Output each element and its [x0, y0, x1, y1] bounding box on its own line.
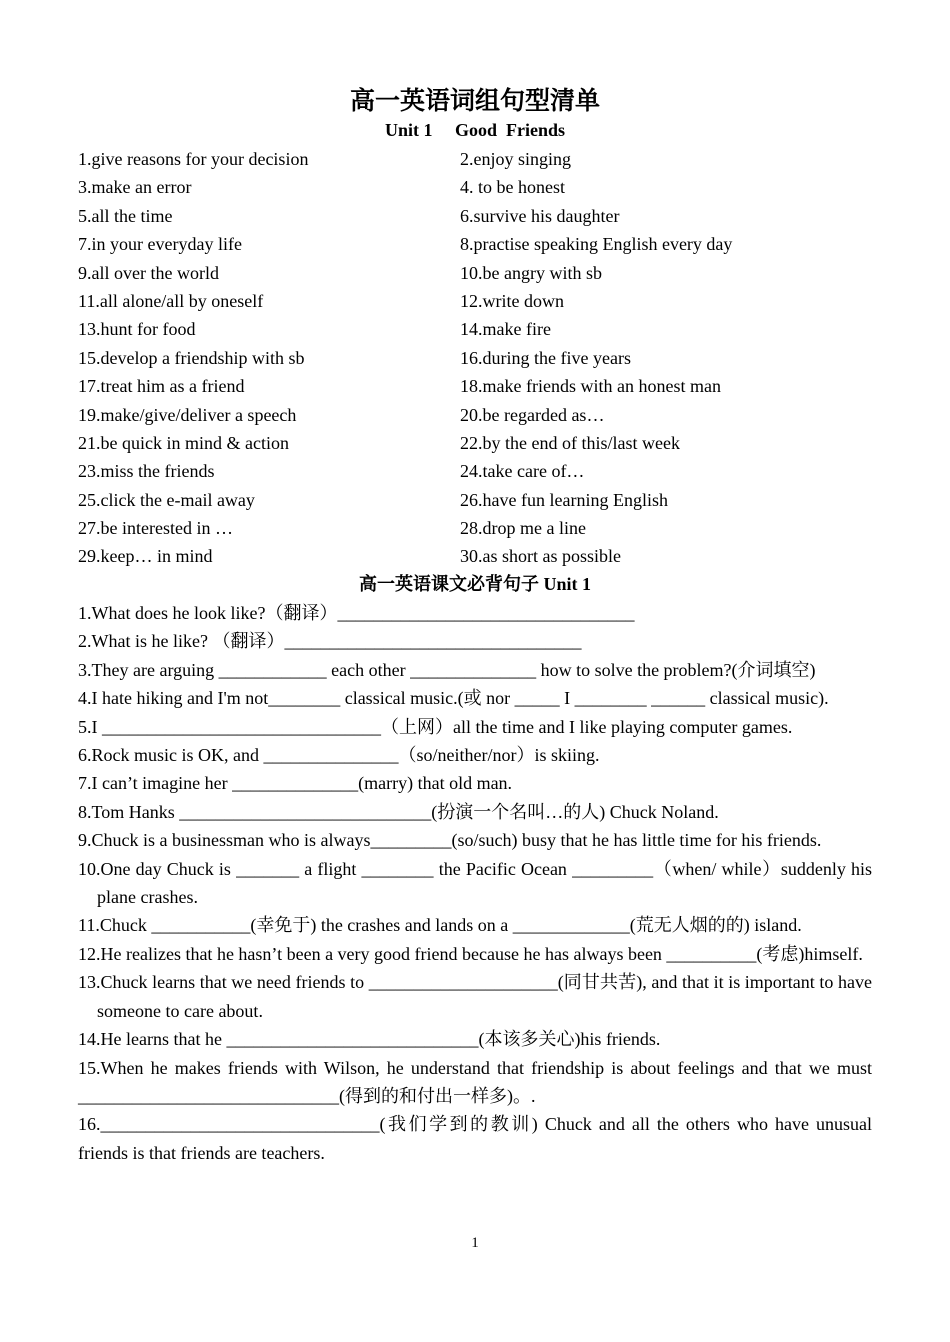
- phrase-item: 2.enjoy singing: [460, 149, 571, 169]
- sentence-item: 11.Chuck ___________(幸免于) the crashes and lands on a _____________(荒无人烟的的) island.: [78, 915, 802, 936]
- sentence-item: 4.I hate hiking and I'm not________ classical music.(或 nor _____ I ________ ______ classical music).: [78, 688, 829, 709]
- sentence-item: 14.He learns that he ____________________________(本该多关心)his friends.: [78, 1029, 661, 1050]
- document-title: 高一英语词组句型清单: [349, 88, 600, 115]
- phrase-row: [78, 315, 878, 343]
- sentences-heading: 高一英语课文必背句子 Unit 1: [358, 574, 591, 594]
- phrase-item: 12.write down: [460, 290, 564, 311]
- phrase-item: 17.treat him as a friend: [78, 376, 245, 397]
- phrase-row: [78, 429, 878, 457]
- phrase-item: 24.take care of…: [460, 461, 585, 482]
- phrase-row: [78, 486, 878, 514]
- phrase-row: [78, 344, 878, 372]
- sentence-item: 12.He realizes that he hasn’t been a very good friend because he has always been __________(考虑)himself.: [78, 943, 863, 964]
- sentence-item: 10.One day Chuck is _______ a flight ________ the Pacific Ocean _________（when/ while）suddenly his plane crashes.: [78, 858, 872, 908]
- sentence-item: 1.What does he look like?（翻译）_________________________________: [78, 603, 635, 623]
- phrase-item: 19.make/give/deliver a speech: [78, 404, 297, 425]
- phrase-row: [78, 372, 878, 400]
- sentence-item: 13.Chuck learns that we need friends to _____________________(同甘共苦), and that it is important to have someone to care about.: [78, 972, 872, 1021]
- phrase-item: 27.be interested in …: [78, 518, 233, 539]
- phrase-item: 6.survive his daughter: [460, 205, 620, 226]
- phrase-item: 23.miss the friends: [78, 461, 215, 482]
- phrase-item: 8.practise speaking English every day: [460, 234, 733, 255]
- phrase-item: 21.be quick in mind & action: [78, 432, 289, 453]
- phrase-row: [78, 514, 878, 542]
- phrase-item: 29.keep… in mind: [78, 546, 213, 567]
- sentence-item: 2.What is he like? （翻译）_________________________________: [78, 631, 582, 652]
- phrase-item: 30.as short as possible: [460, 546, 621, 567]
- phrase-row: [78, 259, 878, 287]
- phrase-item: 18.make friends with an honest man: [460, 376, 721, 397]
- phrase-item: 25.click the e-mail away: [78, 489, 255, 510]
- phrase-item: 3.make an error: [78, 177, 192, 198]
- unit-heading: Unit 1 Good Friends: [384, 120, 566, 140]
- phrase-item: 14.make fire: [460, 319, 551, 340]
- phrase-row: [78, 542, 878, 570]
- phrase-item: 1.give reasons for your decision: [78, 149, 309, 169]
- phrase-row: [78, 401, 878, 429]
- phrase-row: [78, 202, 878, 230]
- phrase-row: [78, 230, 878, 258]
- phrase-row: [78, 457, 878, 485]
- phrase-item: 20.be regarded as…: [460, 404, 605, 425]
- sentence-item: 3.They are arguing ____________ each other ______________ how to solve the problem?(介词填空): [78, 659, 816, 680]
- phrase-row: [78, 145, 878, 173]
- sentence-item: 16._______________________________(我们学到的教训) Chuck and all the others who have unusual friends is that friends are teachers.: [78, 1114, 872, 1163]
- phrase-row: [78, 173, 878, 201]
- phrase-item: 10.be angry with sb: [460, 262, 602, 283]
- sentence-item: 15.When he makes friends with Wilson, he understand that friendship is about feelings and that we must _____________________________(得到的和付出一样多)。.: [78, 1057, 872, 1106]
- sentence-item: 7.I can’t imagine her ______________(marry) that old man.: [78, 773, 513, 794]
- sentence-item: 5.I _______________________________（上网）all the time and I like playing computer games.: [78, 716, 793, 737]
- sentence-item: 8.Tom Hanks ____________________________(扮演一个名叫…的人) Chuck Noland.: [78, 801, 719, 822]
- phrase-item: 22.by the end of this/last week: [460, 432, 680, 453]
- phrase-item: 13.hunt for food: [78, 319, 196, 340]
- phrase-item: 9.all over the world: [78, 262, 219, 283]
- sentence-item: 6.Rock music is OK, and _______________（so/neither/nor）is skiing.: [78, 745, 600, 766]
- sentence-list: [78, 599, 872, 1167]
- phrase-item: 28.drop me a line: [460, 518, 586, 539]
- phrase-item: 5.all the time: [78, 205, 173, 226]
- phrase-item: 16.during the five years: [460, 347, 631, 368]
- phrase-item: 11.all alone/all by oneself: [78, 290, 264, 311]
- phrase-item: 4. to be honest: [460, 177, 565, 198]
- page-number: 1: [471, 1235, 479, 1251]
- phrase-item: 26.have fun learning English: [460, 489, 668, 510]
- phrase-item: 15.develop a friendship with sb: [78, 347, 305, 368]
- phrase-row: [78, 287, 878, 315]
- phrase-item: 7.in your everyday life: [78, 234, 242, 255]
- phrase-list: [78, 145, 878, 571]
- sentence-item: 9.Chuck is a businessman who is always_________(so/such) busy that he has little time for his friends.: [78, 830, 822, 851]
